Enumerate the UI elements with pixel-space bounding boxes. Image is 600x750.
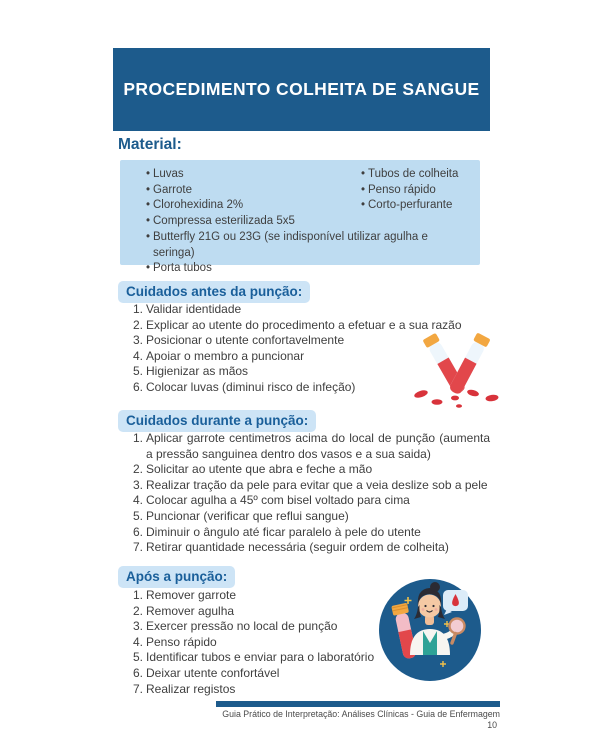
number-marker: 5. (132, 508, 143, 523)
number-marker: 7. (132, 540, 143, 555)
list-item-text: Validar identidade (146, 302, 242, 316)
list-item-text: Penso rápido (368, 183, 436, 196)
nurse-illustration (377, 577, 483, 683)
number-marker: 1. (132, 588, 143, 602)
section-heading-apos: Após a punção: (118, 566, 235, 588)
list-item (130, 478, 490, 494)
number-marker: 1. (132, 302, 143, 316)
number-marker: 4. (132, 634, 143, 649)
number-marker: 5. (132, 650, 143, 665)
list-item-text: Clorohexidina 2% (153, 199, 244, 212)
list-item (130, 525, 490, 541)
material-box (120, 160, 480, 275)
number-marker: 7. (132, 681, 143, 696)
list-item-text: Realizar registos (146, 681, 236, 696)
material-list-right (355, 167, 475, 214)
crossed-blood-tubes-illustration (410, 332, 506, 410)
list-item-text: Exercer pressão no local de punção (146, 619, 338, 634)
section-heading-durante: Cuidados durante a punção: (118, 410, 316, 432)
list-item (130, 682, 440, 698)
list-item-text: Solicitar ao utente que abra e feche a mão (146, 462, 373, 477)
number-marker: 5. (132, 364, 143, 379)
number-marker: 6. (132, 379, 143, 394)
list-item (140, 230, 470, 261)
list-item (130, 540, 490, 556)
bullet-marker: • (145, 215, 150, 228)
list-item-text: Posicionar o utente confortavelmente (146, 333, 345, 348)
number-marker: 4. (132, 348, 143, 363)
list-item-text: Remover garrote (146, 588, 237, 602)
list-item (140, 214, 470, 230)
list-item-text: Apoiar o membro a puncionar (146, 348, 305, 363)
bullet-marker: • (145, 183, 150, 196)
bullet-marker: • (360, 168, 365, 180)
list-item (130, 493, 490, 509)
title-banner (113, 48, 490, 131)
bullet-marker: • (145, 168, 150, 180)
list-item (140, 261, 470, 277)
list-item-text: Butterfly 21G ou 23G (se indisponível utilizar agulha e seringa) (153, 230, 428, 259)
nurse-badge-icon (377, 577, 483, 683)
list-item-text: Penso rápido (146, 634, 217, 649)
material-heading: Material: (118, 136, 182, 153)
footer-page-number: 10 (487, 720, 497, 730)
list-item-text: Explicar ao utente do procedimento a efetuar e a sua razão (146, 317, 462, 332)
footer-divider-bar (216, 701, 500, 707)
number-marker: 2. (132, 603, 143, 618)
list-item-text: Colocar agulha a 45º com bisel voltado para cima (146, 493, 410, 508)
list-item-text: Remover agulha (146, 603, 235, 618)
section-heading-antes: Cuidados antes da punção: (118, 281, 310, 303)
list-item-text: Puncionar (verificar que reflui sangue) (146, 508, 349, 523)
list-item (130, 509, 490, 525)
list-item-text: Higienizar as mãos (146, 364, 249, 379)
number-marker: 2. (132, 462, 143, 477)
bullet-marker: • (360, 183, 365, 196)
number-marker: 3. (132, 619, 143, 634)
list-item-text: Corto-perfurante (368, 199, 453, 212)
footer-text: Guia Prático de Interpretação: Análises Clínicas - Guia de Enfermagem (222, 709, 500, 719)
bullet-marker: • (360, 199, 365, 212)
list-item-text: Aplicar garrote centimetros acima do local de punção (aumenta a pressão sanguinea dentro dos vasos e a sua saida) (146, 431, 490, 461)
number-marker: 2. (132, 317, 143, 332)
list-item-text: Diminuir o ângulo até ficar paralelo à pele do utente (146, 524, 421, 539)
page-title: PROCEDIMENTO COLHEITA DE SANGUE (123, 79, 480, 99)
list-item (355, 167, 475, 183)
bullet-marker: • (145, 262, 150, 275)
number-marker: 3. (132, 477, 143, 492)
list-item-text: Deixar utente confortável (146, 665, 280, 680)
list-item-text: Identificar tubos e enviar para o laboratório (146, 650, 375, 665)
list-item-text: Compressa esterilizada 5x5 (153, 215, 295, 228)
list-item-text: Porta tubos (153, 262, 212, 275)
section-list-durante (130, 431, 490, 556)
list-item-text: Realizar tração da pele para evitar que a veia deslize sob a pele (146, 477, 488, 492)
bullet-marker: • (145, 199, 150, 212)
blood-tubes-icon (410, 332, 506, 410)
number-marker: 3. (132, 333, 143, 348)
number-marker: 6. (132, 665, 143, 680)
list-item-text: Retirar quantidade necessária (seguir ordem de colheita) (146, 540, 449, 555)
list-item (355, 198, 475, 214)
list-item (130, 318, 470, 334)
list-item (355, 183, 475, 199)
list-item (130, 462, 490, 478)
list-item-text: Garrote (153, 183, 192, 196)
number-marker: 4. (132, 493, 143, 508)
list-item-text: Tubos de colheita (368, 168, 459, 180)
bullet-marker: • (145, 230, 150, 243)
list-item-text: Luvas (153, 168, 184, 180)
number-marker: 6. (132, 524, 143, 539)
list-item (130, 431, 490, 462)
list-item-text: Colocar luvas (diminui risco de infeção) (146, 379, 356, 394)
number-marker: 1. (132, 431, 143, 445)
list-item (130, 302, 470, 318)
